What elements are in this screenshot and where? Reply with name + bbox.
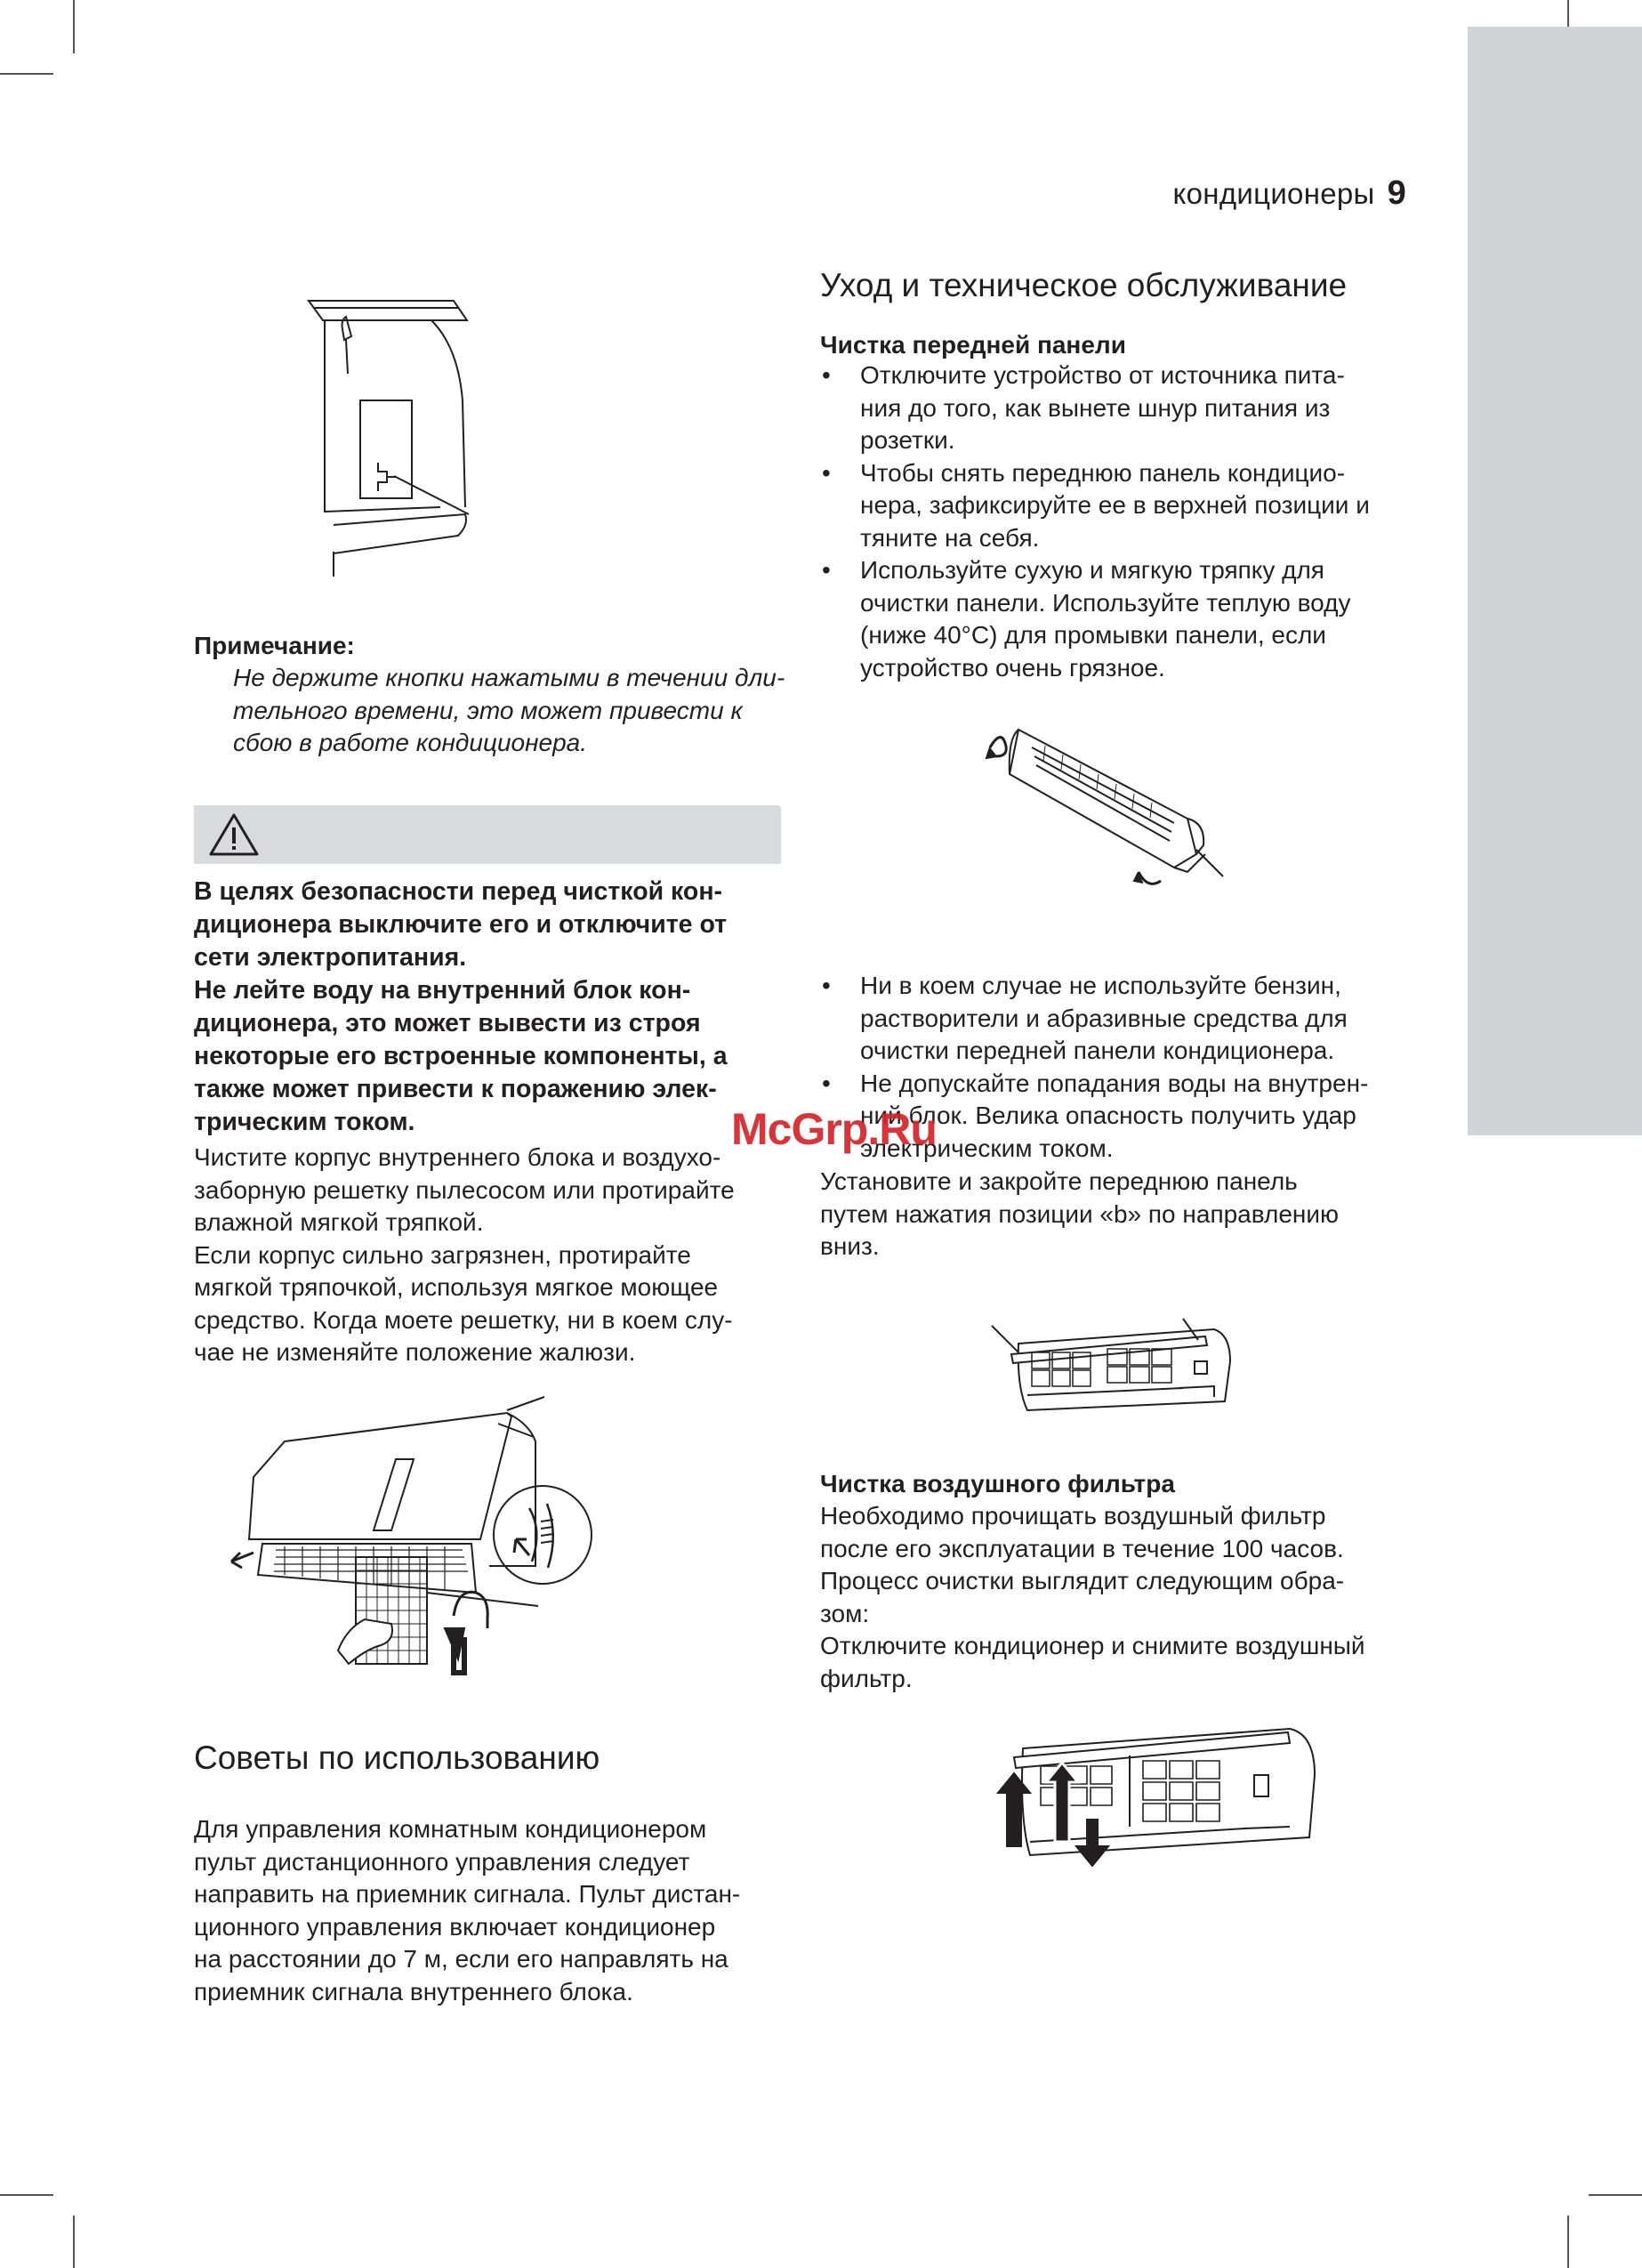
warning-triangle-icon xyxy=(207,811,261,859)
note-line: Не держите кнопки нажатыми в течении дли- xyxy=(233,664,785,691)
cleaning-line: заборную решетку пылесосом или протирайте xyxy=(194,1175,735,1204)
bullet-line: тяните на себя. xyxy=(860,523,1040,552)
tips-text xyxy=(194,1813,740,2008)
bullet-line: очистки панели. Используйте теплую воду xyxy=(860,588,1351,617)
bullet-dot: • xyxy=(822,361,831,389)
tips-line: на расстоянии до 7 м, если его направлять на xyxy=(194,1945,728,1973)
front-panel-bullets xyxy=(820,359,1425,684)
cleaning-text xyxy=(194,1142,735,1369)
note-line: тельного времени, это может привести к xyxy=(233,696,743,724)
reinstall-line: путем нажатия позиции «b» по направлению xyxy=(820,1199,1339,1228)
bullet-line: устройство очень грязное. xyxy=(860,653,1165,682)
unit-side-illustration xyxy=(307,294,485,578)
bullet-line: ний блок. Велика опасность получить удар xyxy=(860,1102,1356,1129)
bullet-dot: • xyxy=(822,556,831,584)
bullet-line: Ни в коем случае не используйте бензин, xyxy=(860,972,1341,999)
crop-mark xyxy=(73,2216,75,2268)
tips-line: пульт дистанционного управления следует xyxy=(194,1847,690,1876)
cleaning-line: Если корпус сильно загрязнен, протирайте xyxy=(194,1240,691,1269)
reinstall-text xyxy=(820,1166,1339,1263)
filter-text xyxy=(820,1500,1365,1695)
cleaning-line: влажной мягкой тряпкой. xyxy=(194,1208,484,1236)
bullet-line: Чтобы снять переднюю панель кондицио- xyxy=(860,458,1346,487)
cleaning-line: Чистите корпус внутреннего блока и воздухо- xyxy=(194,1143,721,1171)
warning-line: сети электропитания. xyxy=(194,943,467,972)
crop-mark xyxy=(0,2194,53,2196)
filter-line: фильтр. xyxy=(820,1664,913,1692)
warning-line: также может привести к поражению элек- xyxy=(194,1075,717,1103)
note-title: Примечание: xyxy=(194,632,355,659)
warning-banner xyxy=(194,805,781,864)
watermark: McGrp.Ru xyxy=(731,1104,937,1154)
list-item xyxy=(820,457,1425,555)
bullet-line: нера, зафиксируйте ее в верхней позиции и xyxy=(860,491,1370,519)
bullet-line: электрическим током. xyxy=(860,1134,1114,1162)
bullet-line: очистки передней панели кондиционера. xyxy=(860,1037,1335,1064)
warning-bold-text xyxy=(194,876,728,1139)
reinstall-line: Установите и закройте переднюю панель xyxy=(820,1167,1298,1195)
list-item xyxy=(820,554,1425,684)
running-head xyxy=(1173,174,1406,213)
crop-mark xyxy=(0,73,53,75)
filter-line: Необходимо прочищать воздушный фильтр xyxy=(820,1502,1326,1529)
bullet-line: растворители и абразивные средства для xyxy=(860,1004,1348,1032)
warning-line: В целях безопасности перед чисткой кон- xyxy=(194,877,723,906)
bullet-dot: • xyxy=(822,458,831,487)
bullet-line: Отключите устройство от источника пита- xyxy=(860,361,1345,389)
filter-line: Процесс очистки выглядит следующим обра- xyxy=(820,1567,1345,1594)
panel-close-illustration xyxy=(992,1317,1241,1415)
filter-line: после его эксплуатации в течение 100 часов. xyxy=(820,1534,1344,1562)
tips-line: приемник сигнала внутреннего блока. xyxy=(194,1977,633,2006)
reinstall-line: вниз. xyxy=(820,1232,880,1260)
list-item xyxy=(820,359,1425,457)
tips-line: направить на приемник сигнала. Пульт дистан- xyxy=(194,1880,741,1908)
vacuum-grille-illustration xyxy=(222,1406,560,1691)
bullet-line: розетки. xyxy=(860,426,955,454)
bullet-line: (ниже 40°C) для промывки панели, если xyxy=(860,621,1326,649)
cleaning-line: чае не изменяйте положение жалюзи. xyxy=(194,1338,636,1366)
warning-line: диционера, это может вывести из строя xyxy=(194,1009,701,1037)
note-line: сбою в работе кондиционера. xyxy=(233,729,588,756)
tips-line: ционного управления включает кондиционер xyxy=(194,1912,716,1941)
cleaning-line: мягкой тряпочкой, используя мягкое моющее xyxy=(194,1273,719,1301)
warning-line: Не лейте воду на внутренний блок кон- xyxy=(194,976,691,1005)
maintenance-heading: Уход и техническое обслуживание xyxy=(820,267,1348,303)
bullet-dot: • xyxy=(822,972,831,999)
section-name: кондиционеры xyxy=(1172,177,1375,210)
page-number: 9 xyxy=(1387,174,1406,212)
warning-line: некоторые его встроенные компоненты, а xyxy=(194,1042,728,1070)
filter-line: зом: xyxy=(820,1599,870,1627)
filter-removal-illustration xyxy=(987,1722,1316,1868)
bullet-dot: • xyxy=(822,1069,831,1097)
bullet-line: Используйте сухую и мягкую тряпку для xyxy=(860,556,1324,584)
note-text xyxy=(233,662,785,760)
crop-mark xyxy=(73,0,75,53)
warning-line: трическим током. xyxy=(194,1108,415,1136)
front-panel-title: Чистка передней панели xyxy=(820,331,1126,359)
crop-mark xyxy=(1567,2216,1569,2268)
bullet-line: ния до того, как вынете шнур питания из xyxy=(860,393,1331,422)
filter-title: Чистка воздушного фильтра xyxy=(820,1470,1175,1497)
crop-mark xyxy=(1589,2194,1642,2196)
warning-line: диционера выключите его и отключите от xyxy=(194,910,728,939)
filter-line: Отключите кондиционер и снимите воздушный xyxy=(820,1632,1365,1659)
list-item xyxy=(820,970,1425,1068)
cleaning-line: средство. Когда моете решетку, ни в коем слу- xyxy=(194,1305,733,1334)
panel-wash-illustration xyxy=(983,721,1250,899)
bullet-line: Не допускайте попадания воды на внутрен- xyxy=(860,1069,1369,1097)
tips-line: Для управления комнатным кондиционером xyxy=(194,1815,707,1843)
tips-heading: Советы по использованию xyxy=(194,1739,600,1776)
section-side-tab xyxy=(1468,27,1642,1135)
